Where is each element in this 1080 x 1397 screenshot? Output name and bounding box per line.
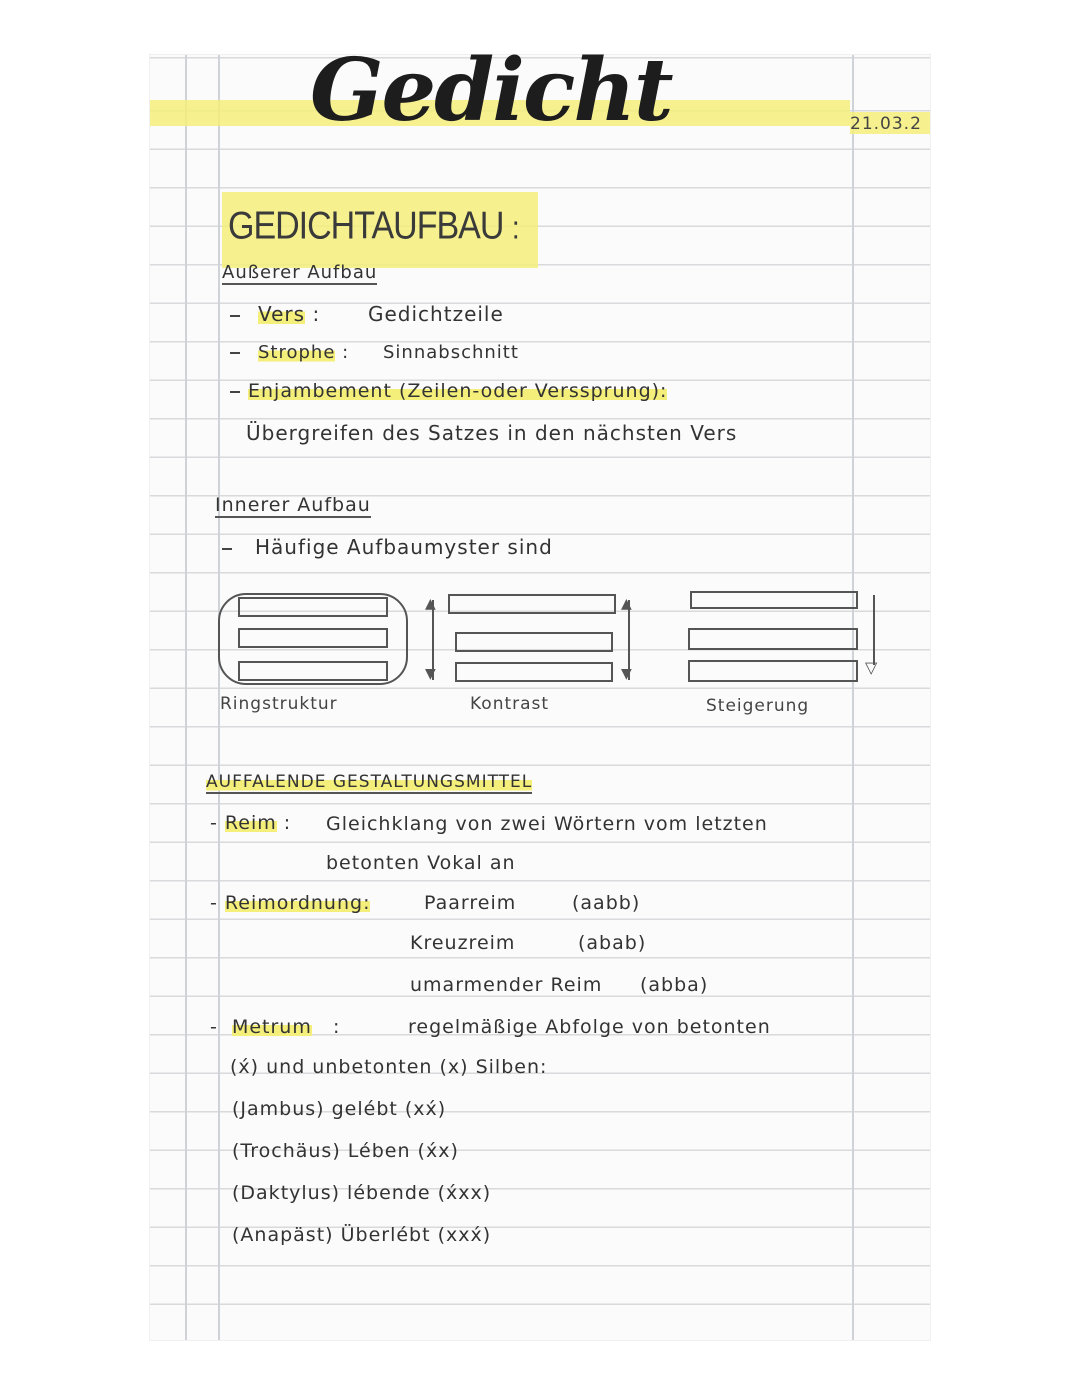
def-reim-line2: betonten Vokal an xyxy=(326,852,516,874)
section-heading-gestaltungsmittel: AUFFALENDE GESTALTUNGSMITTEL xyxy=(206,772,533,792)
page-title: Gedicht xyxy=(310,40,672,141)
diagram-label-kontrast: Kontrast xyxy=(470,694,550,714)
reimordnung-name-1: Paarreim xyxy=(424,892,517,914)
margin-line-right xyxy=(852,55,854,1340)
term-strophe: Strophe : xyxy=(258,342,350,363)
reimordnung-name-2: Kreuzreim xyxy=(410,932,516,954)
diagram-label-steigerung: Steigerung xyxy=(706,696,810,716)
bullet-dash xyxy=(230,352,240,354)
def-metrum-line1: regelmäßige Abfolge von betonten xyxy=(408,1016,771,1038)
margin-line-left xyxy=(185,55,187,1340)
metrum-example-jambus: (Jambus) gelébt (xx́) xyxy=(232,1098,447,1120)
inner-structure-title: Innerer Aufbau xyxy=(215,494,371,516)
term-vers: Vers : xyxy=(258,302,321,326)
reimordnung-pattern-3: (abba) xyxy=(640,974,709,996)
term-metrum: - Metrum : xyxy=(210,1016,341,1038)
diagram-label-ringstruktur: Ringstruktur xyxy=(220,694,338,714)
def-vers: Gedichtzeile xyxy=(368,302,504,326)
term-reimordnung: - Reimordnung: xyxy=(210,892,371,914)
date-label: 21.03.2 xyxy=(850,114,922,134)
bullet-dash xyxy=(230,315,240,317)
def-strophe: Sinnabschnitt xyxy=(383,342,519,363)
metrum-example-daktylus: (Daktylus) lébende (x́xx) xyxy=(232,1182,492,1204)
def-metrum-line2: (x́) und unbetonten (x) Silben: xyxy=(230,1056,548,1078)
metrum-example-anapaest: (Anapäst) Überlébt (xxx́) xyxy=(232,1224,492,1246)
section-heading-gedichtaufbau: GEDICHTAUFBAU : xyxy=(228,204,519,248)
term-enjambement: Enjambement (Zeilen-oder Verssprung): xyxy=(248,380,668,402)
def-enjambement: Übergreifen des Satzes in den nächsten Vers xyxy=(246,421,738,445)
reimordnung-pattern-2: (abab) xyxy=(578,932,647,954)
inner-structure-item: Häufige Aufbaumyster sind xyxy=(255,535,553,559)
outer-structure-title: Außerer Aufbau xyxy=(222,262,378,283)
reimordnung-pattern-1: (aabb) xyxy=(572,892,641,914)
def-reim-line1: Gleichklang von zwei Wörtern vom letzten xyxy=(326,813,768,835)
bullet-dash xyxy=(222,548,232,550)
term-reim: - Reim : xyxy=(210,812,292,834)
bullet-dash xyxy=(230,391,240,393)
reimordnung-name-3: umarmender Reim xyxy=(410,974,603,996)
metrum-example-trochaeus: (Trochäus) Lében (x́x) xyxy=(232,1140,459,1162)
